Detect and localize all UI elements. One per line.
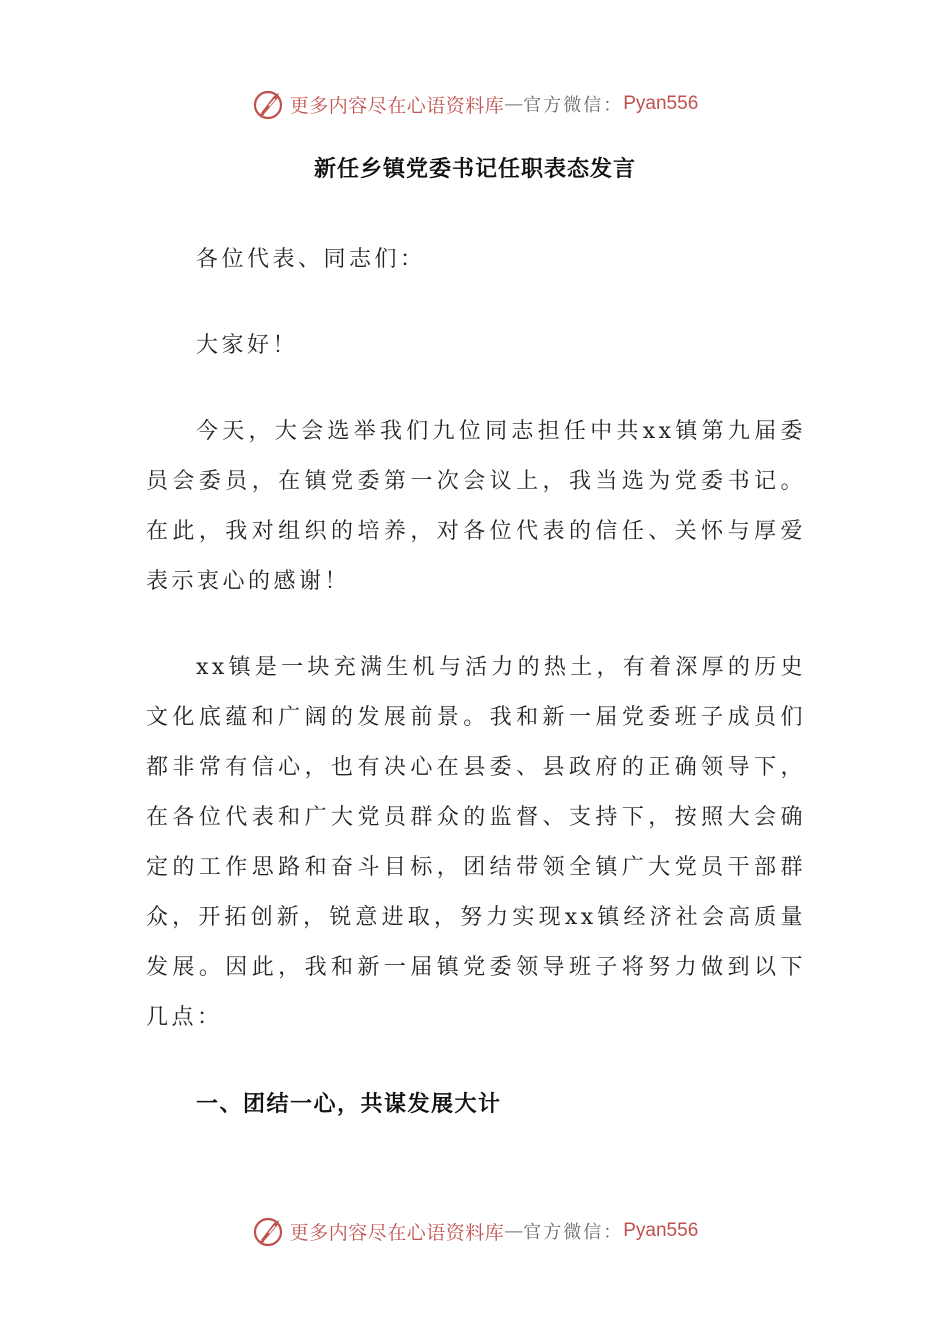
watermark-wechat-label: 官方微信：	[523, 1222, 624, 1243]
quill-pen-logo-icon	[252, 87, 286, 121]
watermark-site-name: 更多内容尽在心语资料库	[289, 94, 505, 117]
paragraph-election: 今天，大会选举我们九位同志担任中共xx镇第九届委员会委员，在镇党委第一次会议上，我当选为党委书记。在此，我对组织的培养，对各位代表的信任、关怀与厚爱表示衷心的感谢！	[146, 419, 806, 594]
watermark-wechat-id: Pyan556	[623, 93, 699, 114]
watermark-wechat-id: Pyan556	[623, 1220, 699, 1241]
section-heading: 一、团结一心，共谋发展大计	[196, 1091, 502, 1117]
paragraph-salutation: 各位代表、同志们：	[196, 247, 426, 272]
document-body	[146, 235, 806, 1129]
watermark-site-name: 更多内容尽在心语资料库	[289, 1221, 505, 1244]
paragraph-greeting: 大家好！	[196, 333, 299, 358]
watermark-dash: —	[504, 1220, 524, 1242]
paragraph-town-intro: xx镇是一块充满生机与活力的热土，有着深厚的历史文化底蕴和广阔的发展前景。我和新一届党委班子成员们都非常有信心，也有决心在县委、县政府的正确领导下，在各位代表和广大党员群众的监督、支持下，按照大会确定的工作思路和奋斗目标，团结带领全镇广大党员干部群众，开拓创新，锐意进取，努力实现xx镇经济社会高质量发展。因此，我和新一届镇党委领导班子将努力做到以下几点：	[146, 655, 806, 1030]
watermark-banner-bottom	[0, 1211, 950, 1251]
watermark-banner-top	[0, 84, 950, 124]
watermark-wechat-label: 官方微信：	[523, 95, 624, 116]
document-title: 新任乡镇党委书记任职表态发言	[313, 156, 636, 182]
watermark-dash: —	[504, 93, 524, 115]
quill-pen-logo-icon	[252, 1214, 286, 1248]
